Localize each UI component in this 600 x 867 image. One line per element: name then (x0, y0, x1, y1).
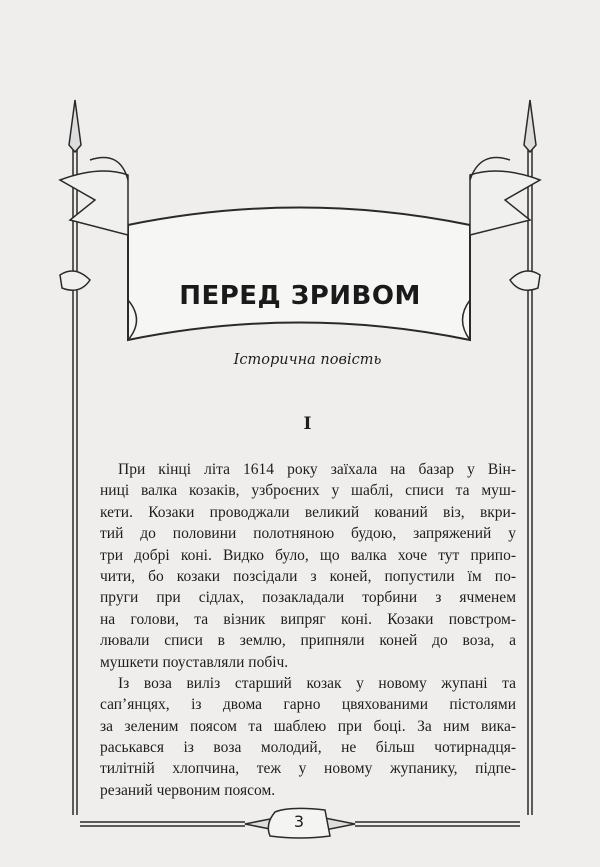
subtitle: Історична повість (233, 352, 382, 368)
text-line: три добрі коні. Видко було, що валка хоче тут припо- (100, 546, 516, 564)
text-line: ниці валка козаків, узброєних у шаблі, списи та муш- (100, 482, 516, 500)
text-line: чити, бо козаки позсідали з коней, попустили їм по- (100, 567, 516, 585)
text-line: сап’янцях, із двома гарно цвяхованими пістолями (100, 696, 516, 714)
text-line: кети. Козаки проводжали великий кований віз, вкри- (100, 503, 516, 521)
text-line: лювали списи в землю, припняли коней до воза, а (100, 632, 516, 650)
body-text (100, 459, 516, 801)
text-line: за зеленим поясом та шаблею при боці. За ним вика- (100, 717, 516, 735)
text-line: пруги при сідлах, позакладали торбини з ячменем (100, 589, 516, 607)
text-line: раськався із воза молодий, не більш чотирнадця- (100, 739, 516, 757)
chapter-title: ПЕРЕД ЗРИВОМ (179, 281, 421, 311)
chapter-number: I (303, 414, 312, 434)
text-line: тилітній хлопчина, теж у новому жупанику, підпе- (100, 760, 516, 778)
page-number: 3 (293, 812, 305, 831)
text-line: При кінці літа 1614 року заїхала на базар у Він- (118, 461, 516, 478)
text-line: тий до половини полотняною будою, запряжений у (100, 525, 516, 543)
text-line: мушкети поуставляли побіч. (100, 653, 289, 671)
text-line: резаний червоним поясом. (100, 781, 276, 799)
text-line: Із воза виліз старший козак у новому жупані та (118, 674, 516, 692)
text-line: на голови, та візник випряг коні. Козаки повстром- (100, 610, 516, 628)
